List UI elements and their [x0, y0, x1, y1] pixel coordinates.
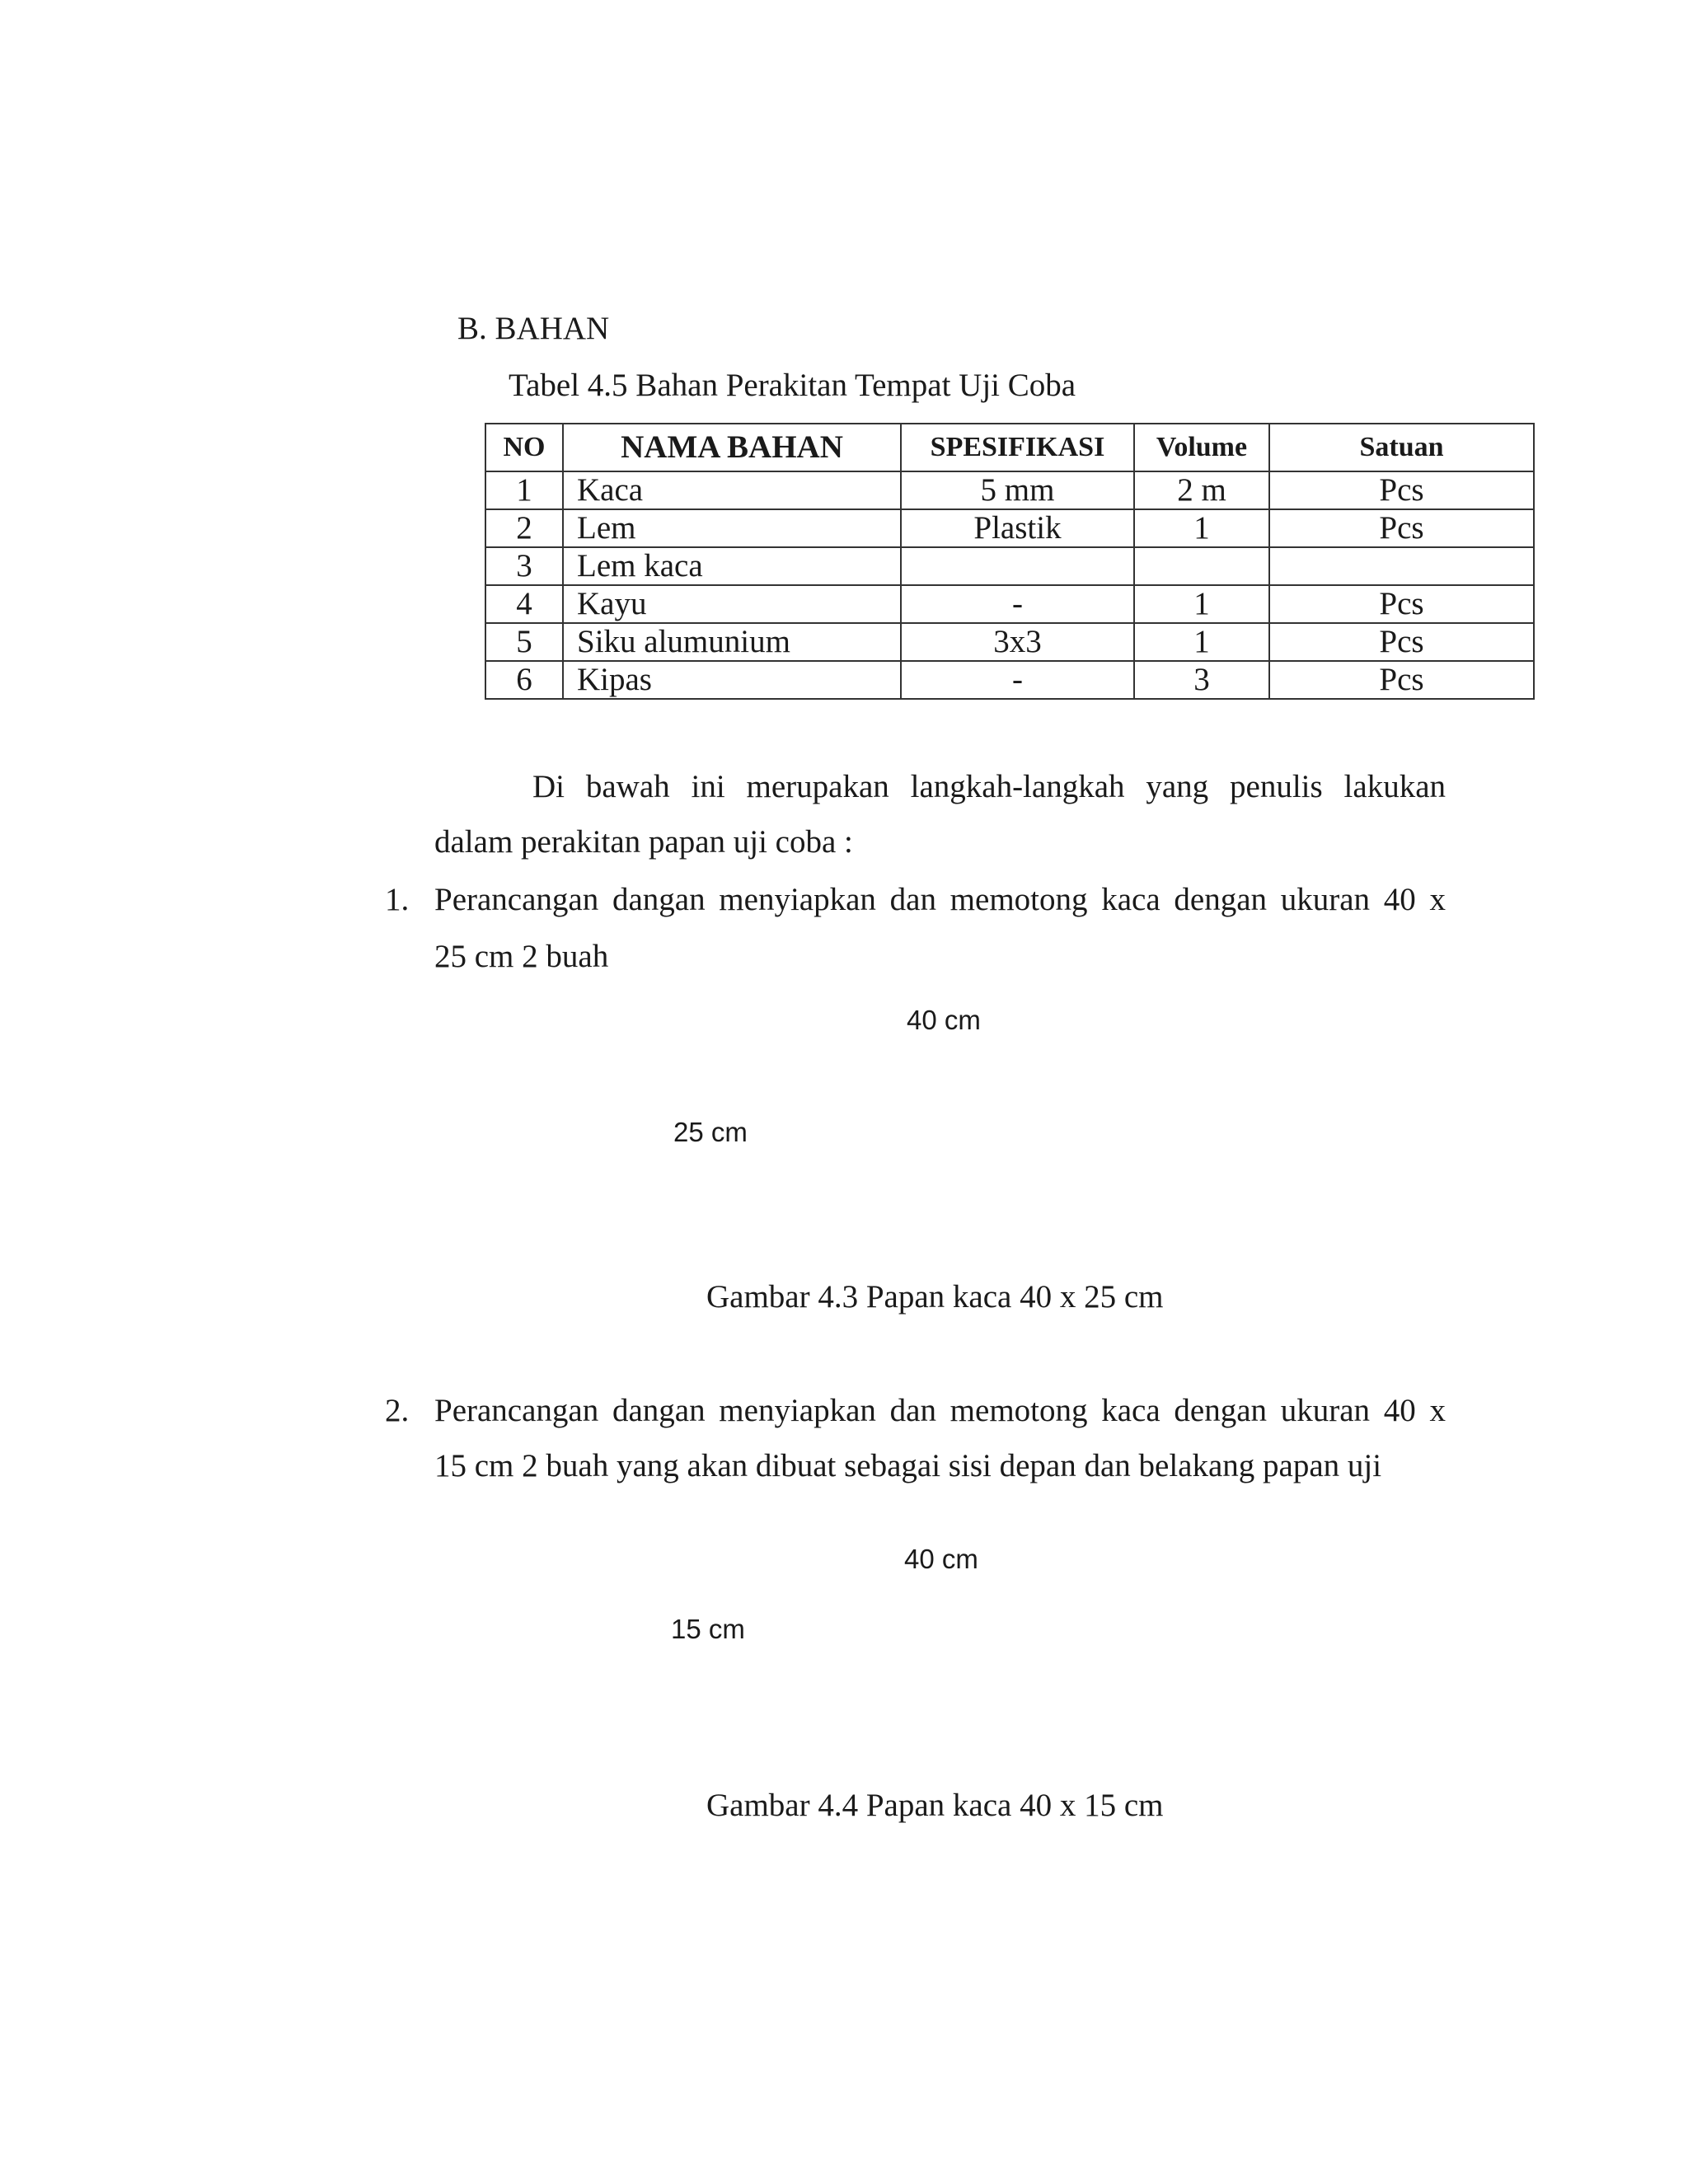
table-row: [485, 585, 1534, 623]
cell-volume: 1: [1134, 585, 1269, 623]
table-row: [485, 471, 1534, 509]
figure-width-label: 40 cm: [904, 1544, 978, 1574]
cell-volume: 1: [1134, 623, 1269, 661]
cell-satuan: Pcs: [1269, 623, 1534, 661]
cell-spesifikasi: 3x3: [901, 623, 1134, 661]
header-nama-bahan: NAMA BAHAN: [563, 424, 901, 471]
cell-spesifikasi: Plastik: [901, 509, 1134, 547]
cell-satuan: [1269, 547, 1534, 585]
step-text-line-1: Perancangan dangan menyiapkan dan memotong kaca dengan ukuran 40 x: [434, 1393, 1446, 1428]
cell-spesifikasi: -: [901, 661, 1134, 699]
intro-paragraph-line-2: dalam perakitan papan uji coba :: [434, 824, 853, 860]
header-volume: Volume: [1134, 424, 1269, 471]
cell-spesifikasi: -: [901, 585, 1134, 623]
table-row: [485, 661, 1534, 699]
cell-volume: 1: [1134, 509, 1269, 547]
figure-caption: Gambar 4.3 Papan kaca 40 x 25 cm: [706, 1279, 1164, 1315]
table-row: [485, 547, 1534, 585]
step-number: 1.: [385, 882, 410, 917]
table-header-row: [485, 424, 1534, 471]
step-text-line-2: 15 cm 2 buah yang akan dibuat sebagai sisi depan dan belakang papan uji: [434, 1448, 1382, 1483]
step-text-line-1: Perancangan dangan menyiapkan dan memotong kaca dengan ukuran 40 x: [434, 882, 1446, 917]
cell-no: 1: [485, 471, 563, 509]
header-spesifikasi: SPESIFIKASI: [901, 424, 1134, 471]
cell-nama-bahan: Kaca: [563, 471, 901, 509]
figure-caption: Gambar 4.4 Papan kaca 40 x 15 cm: [706, 1788, 1164, 1823]
cell-volume: 3: [1134, 661, 1269, 699]
table-row: [485, 623, 1534, 661]
header-no: NO: [485, 424, 563, 471]
figure-height-label: 25 cm: [673, 1117, 748, 1147]
cell-satuan: Pcs: [1269, 661, 1534, 699]
cell-nama-bahan: Kipas: [563, 661, 901, 699]
cell-nama-bahan: Siku alumunium: [563, 623, 901, 661]
step-number: 2.: [385, 1393, 410, 1428]
cell-satuan: Pcs: [1269, 585, 1534, 623]
cell-no: 2: [485, 509, 563, 547]
table-caption: Tabel 4.5 Bahan Perakitan Tempat Uji Coba: [509, 368, 1076, 403]
cell-volume: [1134, 547, 1269, 585]
cell-nama-bahan: Lem: [563, 509, 901, 547]
table-row: [485, 509, 1534, 547]
cell-satuan: Pcs: [1269, 471, 1534, 509]
cell-no: 6: [485, 661, 563, 699]
cell-no: 3: [485, 547, 563, 585]
cell-no: 4: [485, 585, 563, 623]
figure-width-label: 40 cm: [907, 1005, 981, 1035]
cell-satuan: Pcs: [1269, 509, 1534, 547]
step-text-line-2: 25 cm 2 buah: [434, 939, 609, 974]
cell-no: 5: [485, 623, 563, 661]
cell-spesifikasi: 5 mm: [901, 471, 1134, 509]
header-satuan: Satuan: [1269, 424, 1534, 471]
materials-table: [485, 423, 1535, 700]
cell-volume: 2 m: [1134, 471, 1269, 509]
cell-nama-bahan: Kayu: [563, 585, 901, 623]
cell-nama-bahan: Lem kaca: [563, 547, 901, 585]
cell-spesifikasi: [901, 547, 1134, 585]
section-heading: B. BAHAN: [457, 311, 610, 346]
figure-height-label: 15 cm: [671, 1614, 745, 1644]
intro-paragraph-line-1: Di bawah ini merupakan langkah-langkah yang penulis lakukan: [532, 769, 1446, 804]
